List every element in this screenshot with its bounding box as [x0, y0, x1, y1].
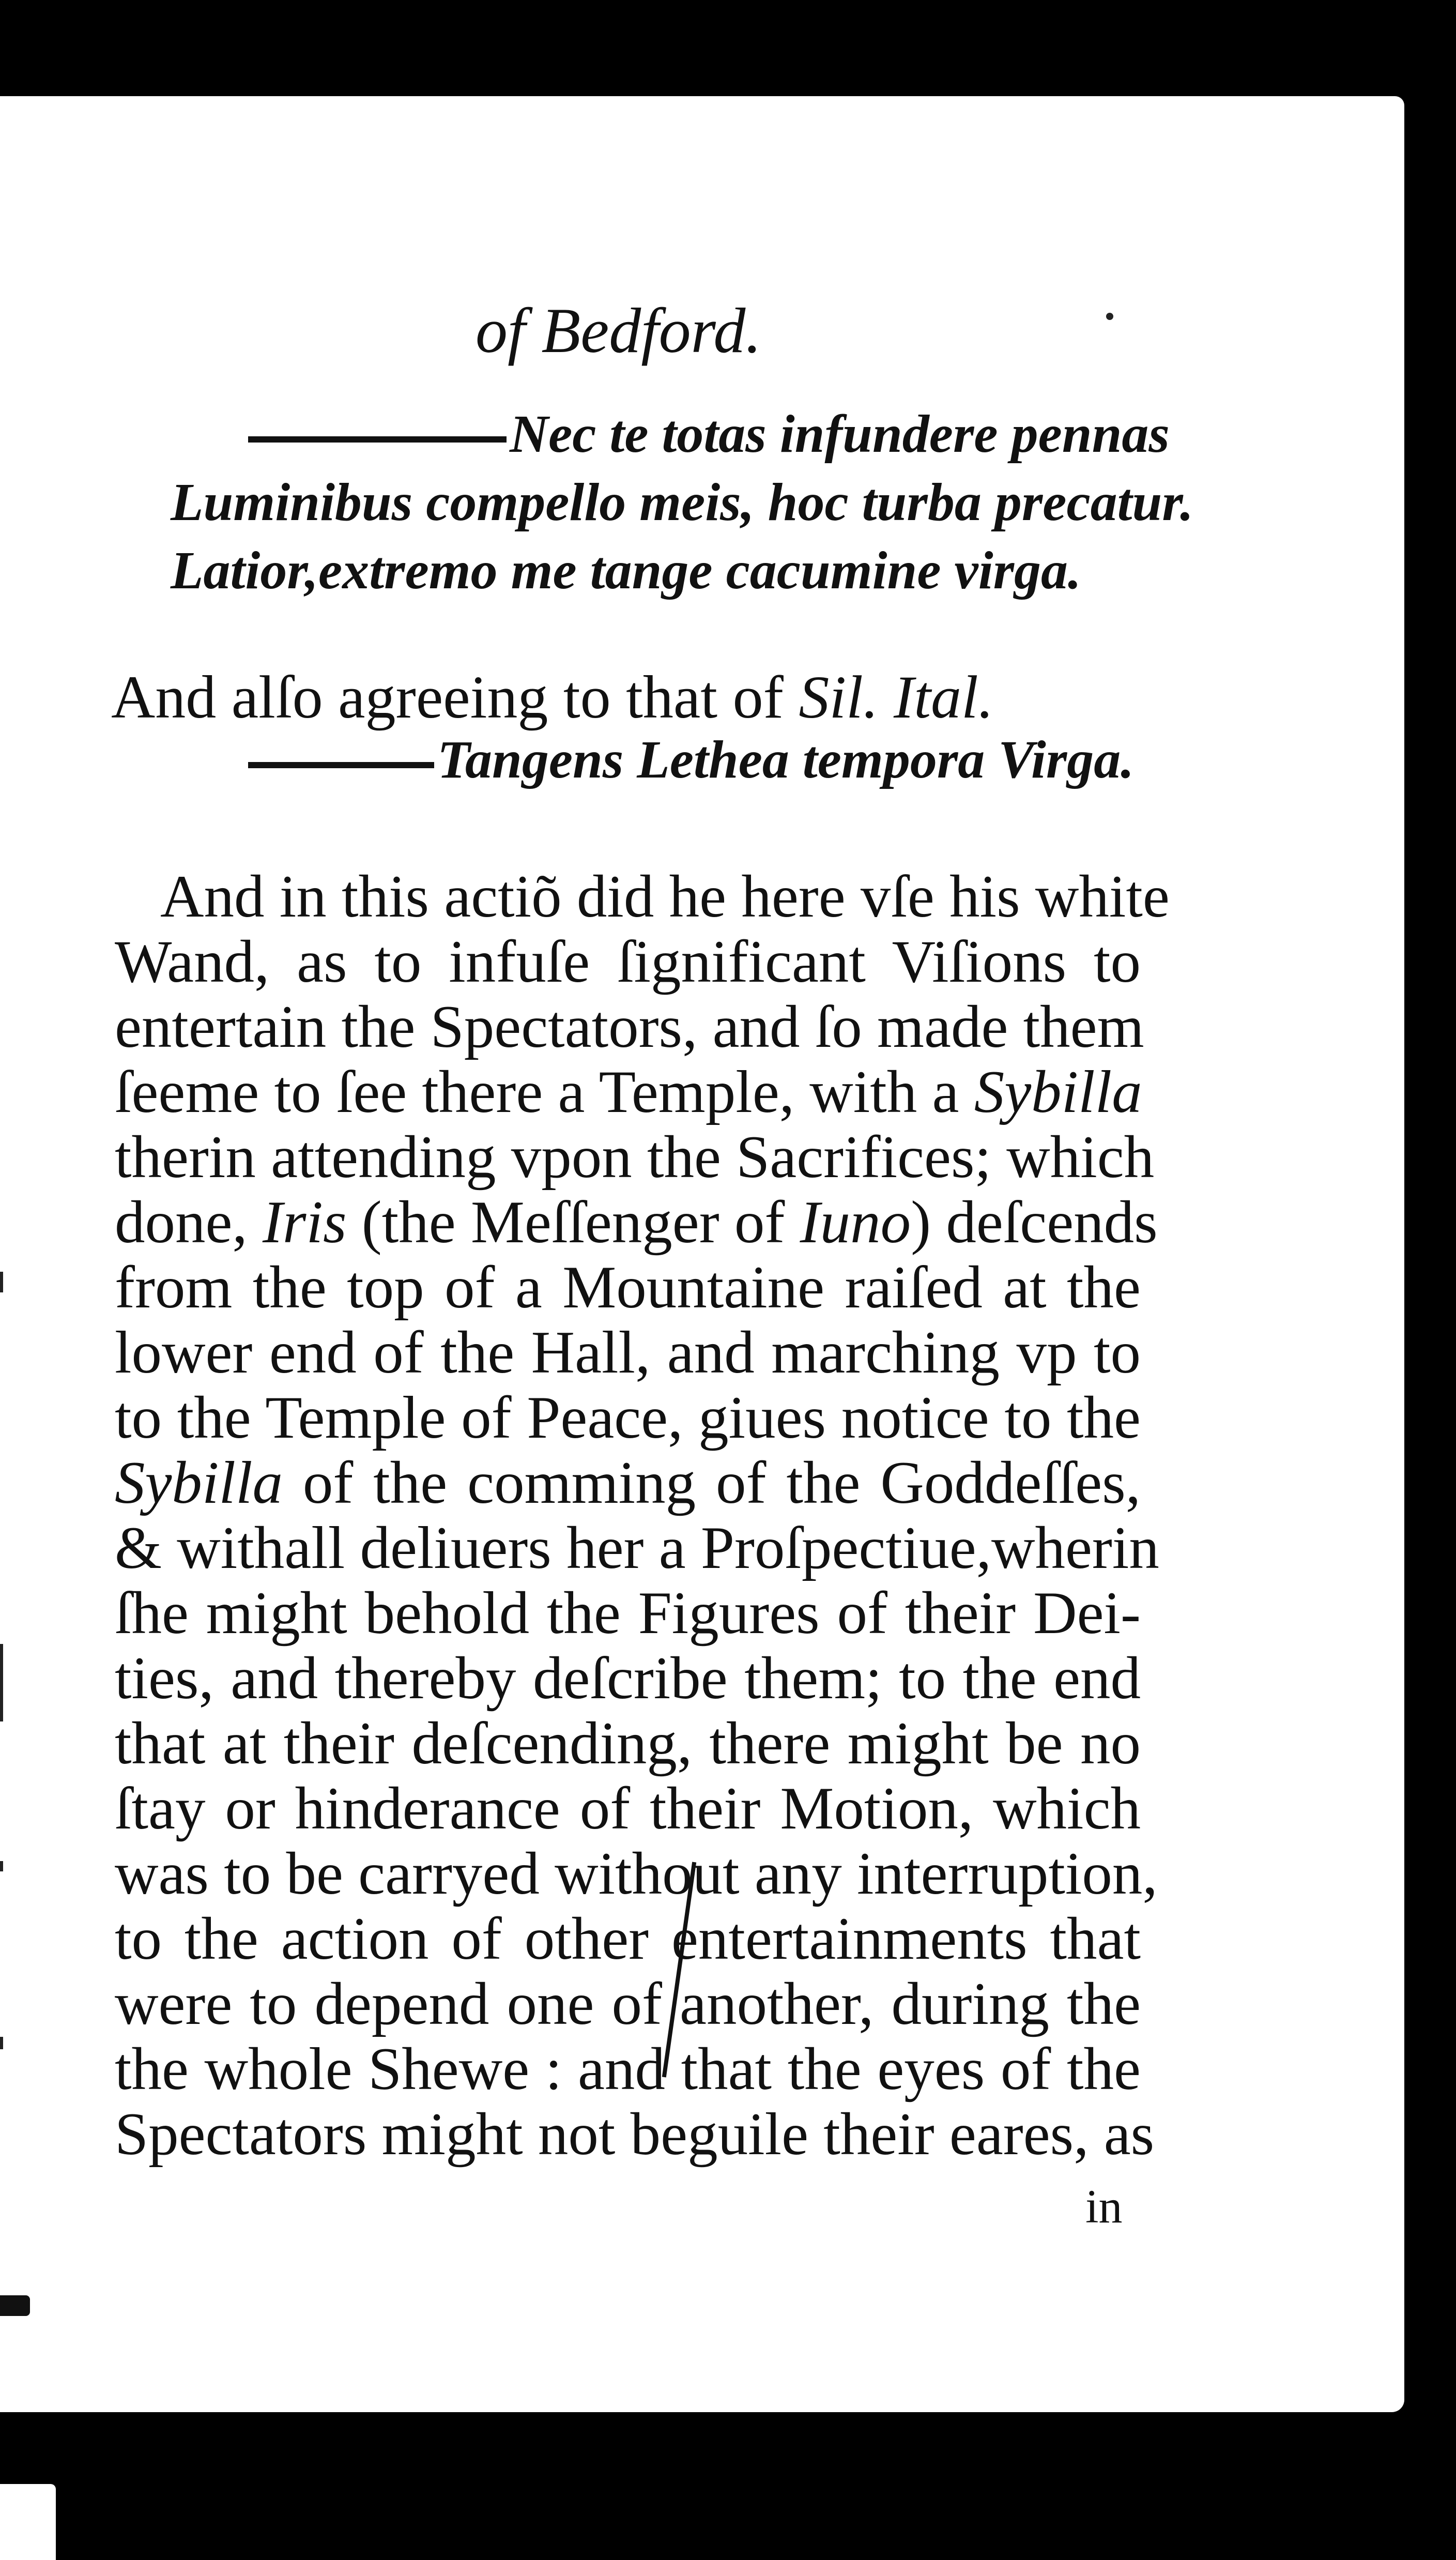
quote-line-3: Latior,extremo me tange cacumine virga.: [171, 541, 1082, 600]
body-text: therin attending vpon the Sacrifices; which: [115, 1124, 1155, 1191]
body-text: entertain the Spectators, and ſo made them: [115, 994, 1144, 1060]
edge-tick: [0, 2037, 3, 2049]
body-line: [115, 2036, 1141, 2102]
body-text: of the comming of the Goddeſſes,: [282, 1450, 1141, 1516]
page-corner-tab: [0, 2484, 56, 2560]
quote-dash: [248, 762, 434, 768]
body-line: [115, 1645, 1141, 1712]
body-text: And in this actiõ did he here vſe his white: [160, 863, 1170, 930]
body-text: Wand, as to infuſe ſignificant Viſions to: [115, 928, 1141, 995]
body-line: [115, 1319, 1141, 1386]
body-italic: Iris: [262, 1189, 347, 1256]
body-text: that at their deſcending, there might be no: [115, 1710, 1141, 1777]
body-text: from the top of a Mountaine raiſed at the: [115, 1254, 1141, 1321]
body-line: [115, 1515, 1159, 1581]
intro-text: And alſo agreeing to that of: [111, 663, 799, 731]
quote-line-1: [248, 404, 1170, 464]
quote-text: Nec te totas infundere pennas: [510, 404, 1170, 464]
body-line: [115, 1189, 1158, 1256]
body-text: was to be carryed without any interruption,: [115, 1840, 1158, 1907]
body-text: ties, and thereby deſcribe them; to the end: [115, 1645, 1141, 1712]
body-text: to the action of other entertainments that: [115, 1906, 1141, 1972]
body-line: [115, 994, 1144, 1060]
body-text: & withall deliuers her a Proſpectiue,wherin: [115, 1515, 1159, 1581]
ink-speck: [1106, 313, 1113, 320]
edge-tick: [0, 1644, 3, 1721]
body-italic: Sybilla: [974, 1059, 1142, 1125]
body-text: (the Meſſenger of: [346, 1189, 800, 1256]
quote-line-2: Luminibus compello meis, hoc turba precatur.: [171, 473, 1194, 532]
quote-dash: [248, 436, 507, 443]
body-text: ſtay or hinderance of their Motion, which: [115, 1775, 1141, 1842]
body-line: [160, 863, 1170, 930]
body-text: Spectators might not beguile their eares, as: [115, 2101, 1155, 2168]
body-line: [115, 1384, 1141, 1451]
body-text: ſeeme to ſee there a Temple, with a: [115, 1059, 974, 1125]
body-line: [115, 1775, 1141, 1842]
body-line: [115, 1840, 1158, 1907]
body-text: to the Temple of Peace, giues notice to the: [115, 1384, 1141, 1451]
intro-source: Sil. Ital.: [799, 663, 994, 731]
catchword: in: [1085, 2180, 1123, 2233]
body-line: [115, 1971, 1141, 2037]
margin-mark: [0, 2295, 30, 2316]
quote-line-4: [248, 730, 1135, 789]
body-line: [115, 1450, 1141, 1516]
body-line: [115, 2101, 1155, 2168]
body-text: lower end of the Hall, and marching vp to: [115, 1319, 1141, 1386]
body-line: [115, 1124, 1155, 1191]
body-line: [115, 1580, 1141, 1647]
body-line: [115, 1254, 1141, 1321]
body-line: [115, 1059, 1142, 1125]
edge-tick: [0, 1272, 3, 1292]
intro-line: [111, 663, 994, 731]
running-head: of Bedford.: [476, 295, 762, 366]
body-text: ſhe might behold the Figures of their Dei-: [115, 1580, 1141, 1647]
body-text: were to depend one of another, during the: [115, 1971, 1141, 2037]
body-italic: Iuno: [800, 1189, 911, 1256]
body-text: done,: [115, 1189, 263, 1256]
body-text: ) deſcends: [911, 1189, 1158, 1256]
quote-text: Tangens Lethea tempora Virga.: [437, 730, 1135, 789]
body-italic: Sybilla: [115, 1450, 283, 1516]
body-line: [115, 1710, 1141, 1777]
body-line: [115, 1906, 1141, 1972]
body-line: [115, 928, 1141, 995]
edge-tick: [0, 1861, 3, 1871]
body-text: the whole Shewe : and that the eyes of the: [115, 2036, 1141, 2102]
